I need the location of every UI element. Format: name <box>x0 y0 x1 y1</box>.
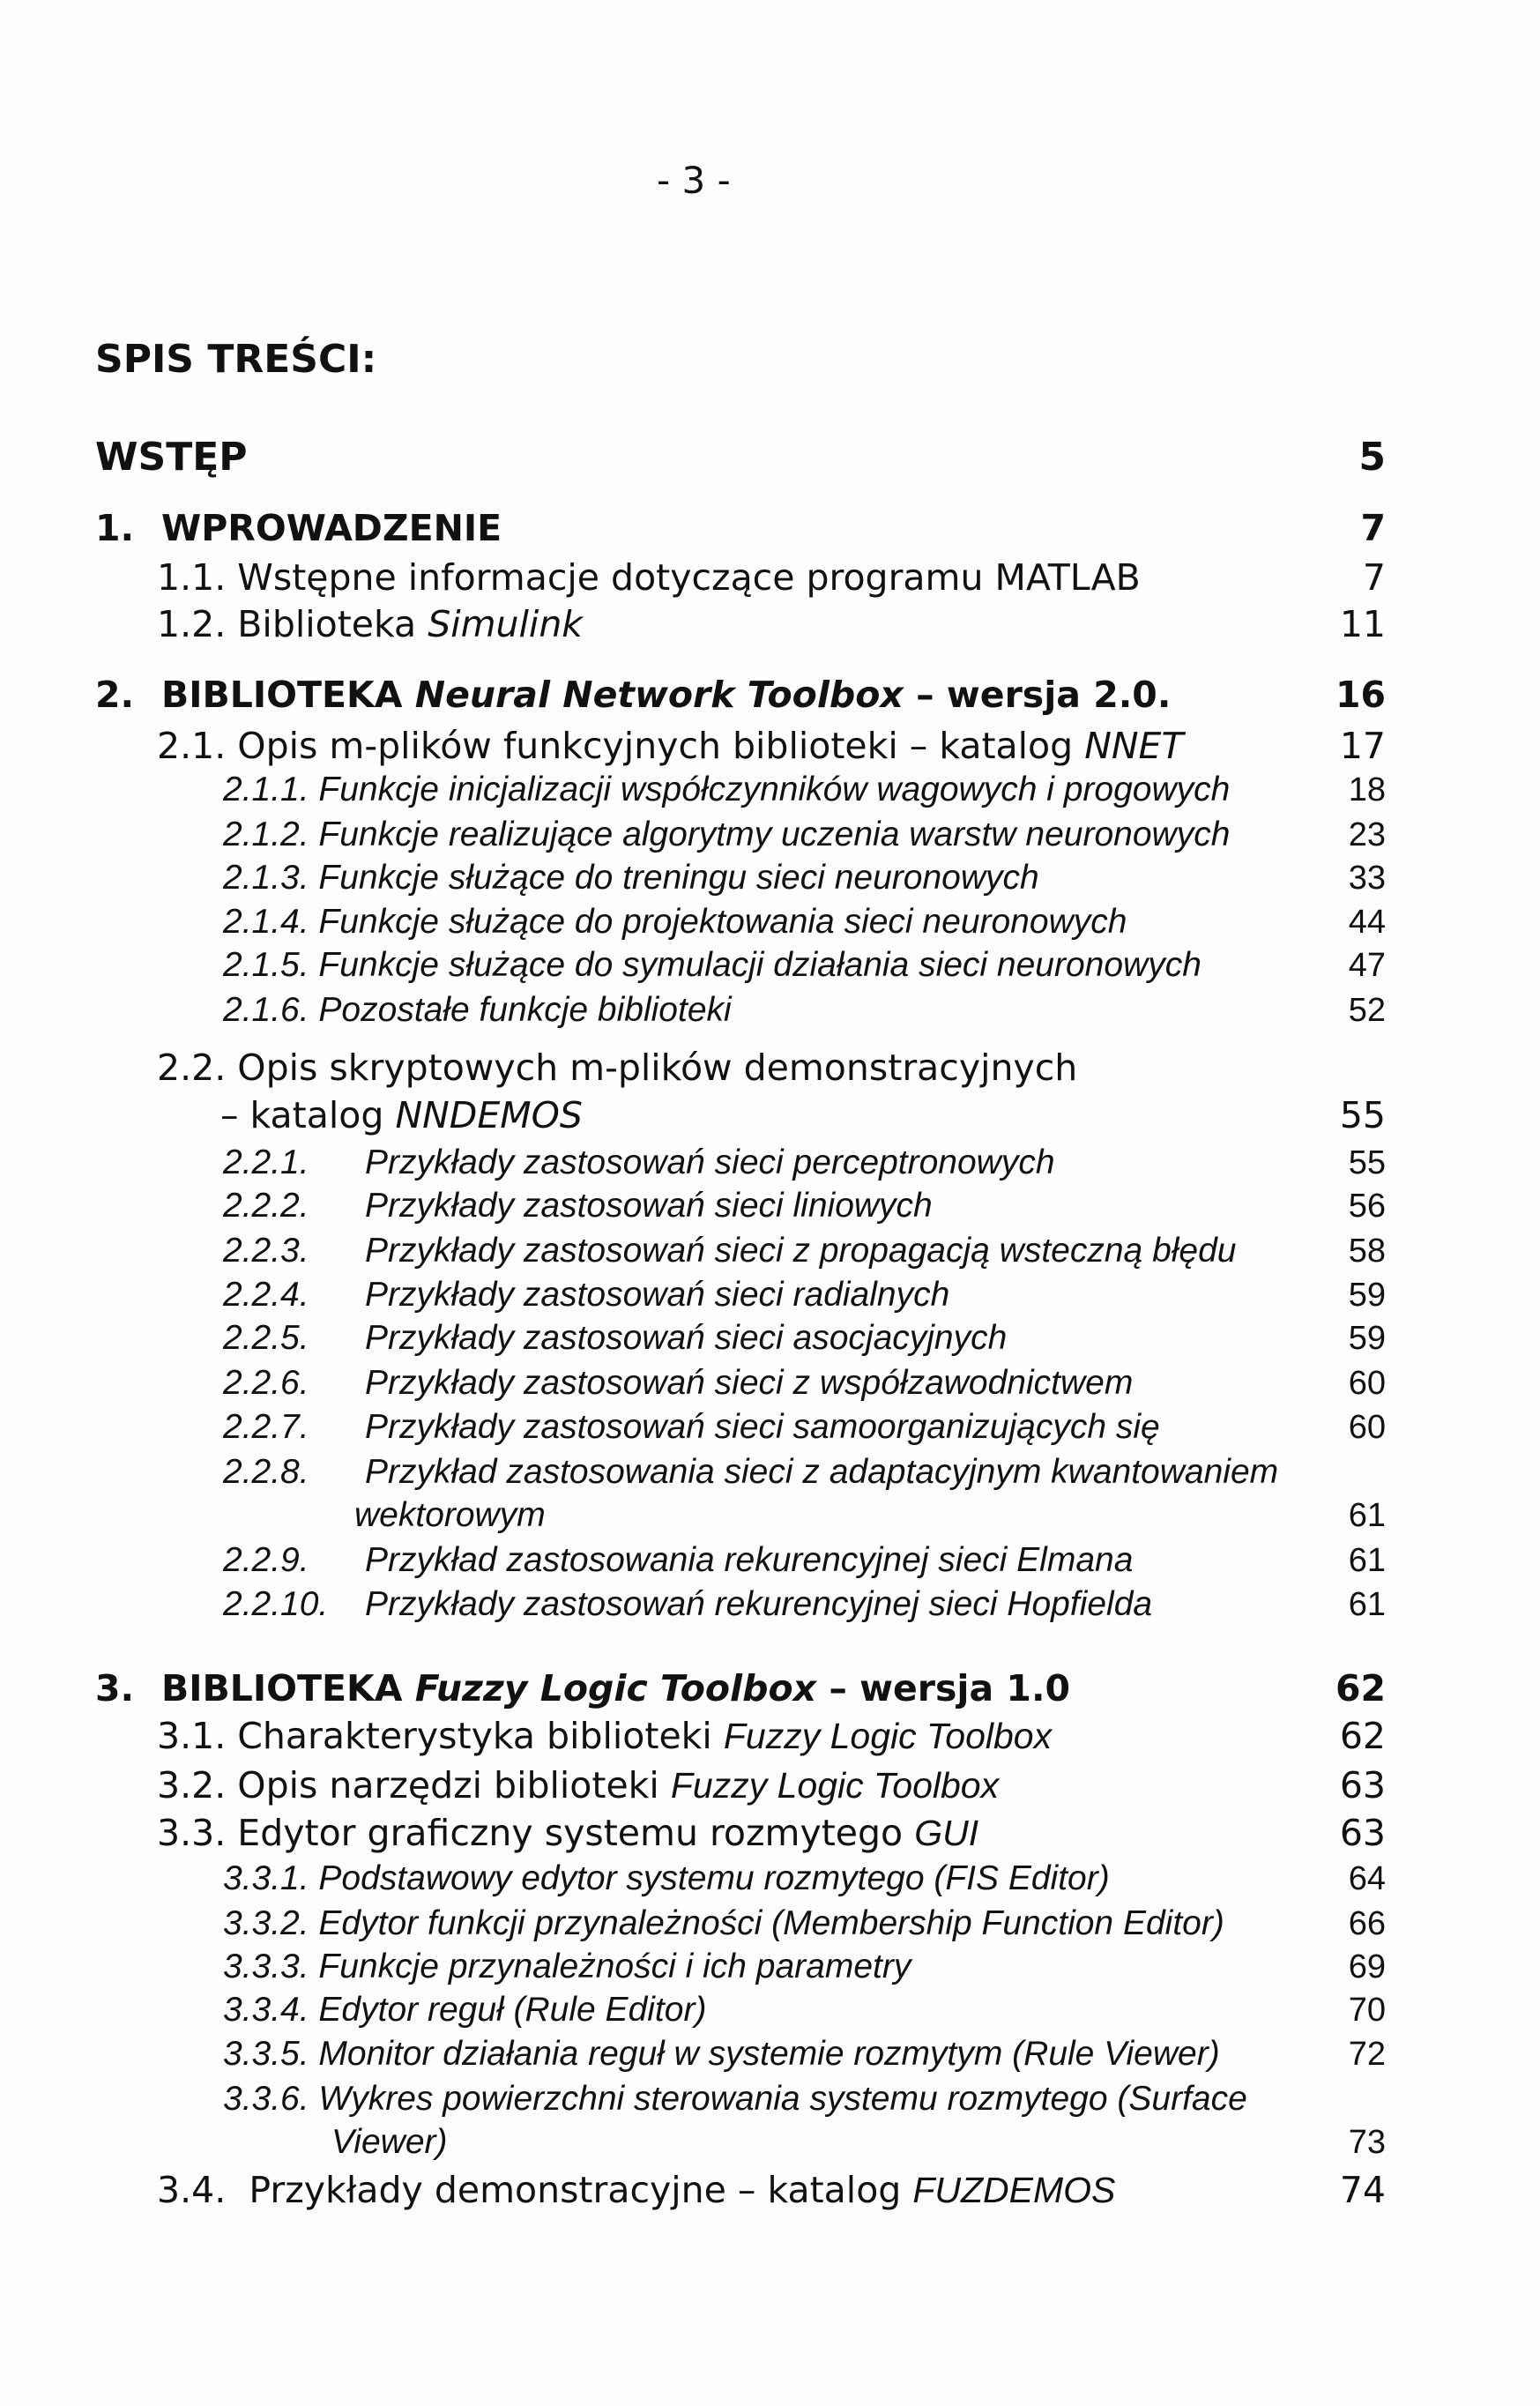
entry-page: 63 <box>1339 1764 1386 1806</box>
entry-number: 2.2.7. <box>223 1408 309 1446</box>
entry-number: 3. <box>95 1667 135 1710</box>
entry-page: 62 <box>1339 1715 1386 1757</box>
toc-entry-2-1-5[interactable] <box>0 943 1540 987</box>
entry-title: WSTĘP <box>95 435 248 480</box>
entry-title: Przykład zastosowania sieci z adaptacyjnym kwantowaniem <box>365 1453 1279 1491</box>
toc-entry-3-2[interactable] <box>0 1763 1540 1807</box>
entry-title: Opis m-plików funkcyjnych biblioteki – katalog <box>237 725 1074 767</box>
toc-entry-3-3-6[interactable] <box>0 2077 1540 2121</box>
entry-number: 2.1.1. <box>223 771 309 808</box>
toc-entry-2-1-3[interactable] <box>0 856 1540 900</box>
toc-entry-2-2-cont[interactable] <box>0 1093 1540 1137</box>
entry-page: 52 <box>1348 992 1386 1029</box>
toc-entry-2-2-6[interactable] <box>0 1361 1540 1405</box>
toc-entry-2-2-1[interactable] <box>0 1141 1540 1185</box>
entry-number: 3.3.5. <box>223 2035 309 2073</box>
entry-title: Funkcje realizujące algorytmy uczenia warstw neuronowych <box>318 816 1231 853</box>
toc-title: SPIS TREŚCI: <box>95 337 377 382</box>
entry-page: 47 <box>1348 947 1386 984</box>
entry-number: 2.1.3. <box>223 859 309 897</box>
toc-entry-2-2-9[interactable] <box>0 1538 1540 1583</box>
entry-title: Funkcje przynależności i ich parametry <box>318 1948 911 1985</box>
entry-number: 3.3.6. <box>223 2080 309 2118</box>
entry-page: 59 <box>1348 1277 1386 1314</box>
entry-title: Charakterystyka biblioteki <box>237 1715 712 1757</box>
entry-title: BIBLIOTEKA <box>161 674 403 716</box>
entry-title: Pozostałe funkcje biblioteki <box>318 991 732 1029</box>
toc-entry-3-3-6-cont[interactable] <box>0 2120 1540 2164</box>
entry-title: Przykłady zastosowań sieci z współzawodnictwem <box>365 1364 1134 1402</box>
entry-title-suffix: – wersja 2.0. <box>916 674 1172 716</box>
entry-number: 3.1. <box>157 1715 227 1757</box>
entry-page: 62 <box>1335 1667 1386 1710</box>
toc-entry-2-2-8-cont[interactable] <box>0 1494 1540 1538</box>
toc-entry-2-1-2[interactable] <box>0 813 1540 857</box>
entry-number: 2.2.4. <box>223 1276 309 1314</box>
entry-page: 18 <box>1348 771 1386 808</box>
entry-number: 2.2.6. <box>223 1364 309 1402</box>
toc-entry-1-2[interactable] <box>0 602 1540 646</box>
entry-page: 5 <box>1358 435 1386 480</box>
toc-entry-2-2-4[interactable] <box>0 1273 1540 1317</box>
entry-number: 3.3. <box>157 1812 227 1854</box>
entry-number: 2.1.4. <box>223 903 309 941</box>
toc-entry-3-3[interactable] <box>0 1811 1540 1855</box>
entry-page: 61 <box>1348 1497 1386 1534</box>
entry-number: 2. <box>95 674 135 716</box>
toc-entry-2-1-4[interactable] <box>0 900 1540 944</box>
entry-title-italic: Neural Network Toolbox <box>414 674 904 716</box>
entry-page: 55 <box>1348 1144 1386 1181</box>
toc-entry-3-3-3[interactable] <box>0 1945 1540 1989</box>
entry-page: 33 <box>1348 860 1386 897</box>
entry-page: 72 <box>1348 2036 1386 2073</box>
toc-entry-chapter-3[interactable] <box>0 1666 1540 1710</box>
entry-number: 3.3.3. <box>223 1948 309 1985</box>
entry-title: Funkcje służące do symulacji działania sieci neuronowych <box>318 946 1201 984</box>
entry-page: 11 <box>1339 603 1386 645</box>
entry-page: 73 <box>1348 2124 1386 2161</box>
entry-title: Podstawowy edytor systemu rozmytego (FIS Editor) <box>318 1859 1110 1897</box>
entry-title-italic: NNET <box>1084 725 1184 767</box>
entry-title-italic: FUZDEMOS <box>912 2170 1116 2210</box>
entry-page: 17 <box>1339 725 1386 767</box>
toc-entry-2-2-5[interactable] <box>0 1316 1540 1360</box>
entry-page: 58 <box>1348 1233 1386 1270</box>
entry-title: Funkcje inicjalizacji współczynników wagowych i progowych <box>318 771 1231 808</box>
entry-title: Przykład zastosowania rekurencyjnej sieci Elmana <box>365 1541 1134 1579</box>
entry-title: Opis skryptowych m-plików demonstracyjnych <box>237 1047 1078 1089</box>
entry-title: Edytor graficzny systemu rozmytego <box>237 1812 904 1854</box>
entry-title: Funkcje służące do treningu sieci neuronowych <box>318 859 1039 897</box>
toc-entry-chapter-2[interactable] <box>0 673 1540 717</box>
entry-page: 63 <box>1339 1812 1386 1854</box>
entry-title: Przykłady demonstracyjne – katalog <box>249 2169 902 2211</box>
entry-number: 2.2.8. <box>223 1453 309 1491</box>
entry-number: 2.1.6. <box>223 991 309 1029</box>
entry-title-suffix: – wersja 1.0 <box>829 1667 1071 1710</box>
entry-title: Przykłady zastosowań sieci z propagacją wsteczną błędu <box>365 1232 1237 1270</box>
entry-number: 2.2.9. <box>223 1541 309 1579</box>
entry-number: 2.1.5. <box>223 946 309 984</box>
entry-title: Wykres powierzchni sterowania systemu rozmytego (Surface <box>318 2080 1247 2118</box>
entry-page: 69 <box>1348 1948 1386 1985</box>
entry-title-italic: Fuzzy Logic Toolbox <box>670 1765 1000 1806</box>
entry-number: 2.2. <box>157 1047 227 1089</box>
entry-number: 2.2.1. <box>223 1143 309 1181</box>
toc-entry-2-2-3[interactable] <box>0 1229 1540 1273</box>
entry-title: Przykłady zastosowań sieci liniowych <box>365 1187 933 1225</box>
entry-page: 66 <box>1348 1905 1386 1942</box>
entry-page: 7 <box>1360 507 1386 549</box>
entry-title: Opis narzędzi biblioteki <box>237 1764 659 1806</box>
entry-number: 3.3.2. <box>223 1904 309 1942</box>
entry-title: Przykłady zastosowań sieci samoorganizujących się <box>365 1408 1160 1446</box>
entry-title: Biblioteka <box>237 603 417 645</box>
toc-entry-3-1[interactable] <box>0 1714 1540 1758</box>
toc-entry-2-2-10[interactable] <box>0 1583 1540 1627</box>
toc-entry-3-3-1[interactable] <box>0 1857 1540 1901</box>
toc-entry-3-3-5[interactable] <box>0 2032 1540 2076</box>
entry-page: 23 <box>1348 816 1386 853</box>
entry-number: 2.2.3. <box>223 1232 309 1270</box>
entry-title: Monitor działania reguł w systemie rozmytym (Rule Viewer) <box>318 2035 1220 2073</box>
entry-title: Przykłady zastosowań sieci perceptronowych <box>365 1143 1055 1181</box>
entry-title: Przykłady zastosowań sieci asocjacyjnych <box>365 1319 1008 1357</box>
entry-title-cont: – katalog <box>220 1094 384 1136</box>
entry-title: Przykłady zastosowań rekurencyjnej sieci Hopfielda <box>365 1585 1153 1623</box>
entry-number: 1. <box>95 507 135 549</box>
entry-number: 3.2. <box>157 1764 227 1806</box>
page-number: - 3 - <box>657 159 731 202</box>
entry-page: 64 <box>1348 1860 1386 1897</box>
entry-number: 3.4. <box>157 2169 227 2211</box>
toc-entry-chapter-1[interactable] <box>0 506 1540 550</box>
entry-page: 70 <box>1348 1992 1386 2029</box>
entry-page: 16 <box>1335 674 1386 716</box>
entry-title: Przykłady zastosowań sieci radialnych <box>365 1276 950 1314</box>
entry-title: Edytor funkcji przynależności (Membership Function Editor) <box>318 1904 1224 1942</box>
entry-title: Edytor reguł (Rule Editor) <box>318 1991 707 2029</box>
toc-entry-3-3-4[interactable] <box>0 1988 1540 2032</box>
toc-entry-2-1[interactable] <box>0 724 1540 768</box>
entry-title-italic: Fuzzy Logic Toolbox <box>414 1667 817 1710</box>
entry-page: 55 <box>1339 1094 1386 1136</box>
entry-page: 61 <box>1348 1586 1386 1623</box>
entry-page: 60 <box>1348 1365 1386 1402</box>
entry-title: Funkcje służące do projektowania sieci neuronowych <box>318 903 1127 941</box>
toc-entry-2-2-8[interactable] <box>0 1450 1540 1494</box>
entry-title-italic: NNDEMOS <box>395 1094 583 1136</box>
entry-page: 44 <box>1348 904 1386 941</box>
toc-entry-2-2[interactable] <box>0 1046 1540 1090</box>
entry-title-cont: wektorowym <box>354 1496 546 1534</box>
entry-page: 59 <box>1348 1320 1386 1357</box>
entry-number: 2.2.2. <box>223 1187 309 1225</box>
entry-title-italic: Simulink <box>428 603 584 645</box>
toc-entry-1-1[interactable] <box>0 555 1540 600</box>
entry-title: BIBLIOTEKA <box>161 1667 403 1710</box>
toc-entry-3-3-2[interactable] <box>0 1902 1540 1946</box>
toc-entry-2-2-2[interactable] <box>0 1184 1540 1228</box>
entry-number: 1.2. <box>157 603 227 645</box>
entry-title-italic: GUI <box>914 1813 979 1853</box>
entry-title: WPROWADZENIE <box>161 507 502 549</box>
toc-entry-3-4[interactable] <box>0 2168 1540 2212</box>
entry-title: Wstępne informacje dotyczące programu MATLAB <box>237 556 1141 599</box>
entry-title-cont: Viewer) <box>331 2123 448 2161</box>
entry-page: 61 <box>1348 1542 1386 1579</box>
entry-number: 2.1.2. <box>223 816 309 853</box>
entry-title-italic: Fuzzy Logic Toolbox <box>723 1716 1053 1756</box>
toc-entry-2-1-1[interactable] <box>0 768 1540 812</box>
entry-page: 74 <box>1339 2169 1386 2211</box>
entry-page: 56 <box>1348 1188 1386 1225</box>
entry-number: 2.2.5. <box>223 1319 309 1357</box>
entry-page: 7 <box>1362 556 1386 599</box>
entry-page: 60 <box>1348 1409 1386 1446</box>
entry-number: 2.2.10. <box>223 1585 329 1623</box>
toc-entry-2-1-6[interactable] <box>0 988 1540 1032</box>
entry-number: 3.3.1. <box>223 1859 309 1897</box>
toc-entry-wstep[interactable] <box>0 436 1540 480</box>
toc-entry-2-2-7[interactable] <box>0 1405 1540 1449</box>
entry-number: 1.1. <box>157 556 227 599</box>
entry-number: 2.1. <box>157 725 227 767</box>
entry-number: 3.3.4. <box>223 1991 309 2029</box>
